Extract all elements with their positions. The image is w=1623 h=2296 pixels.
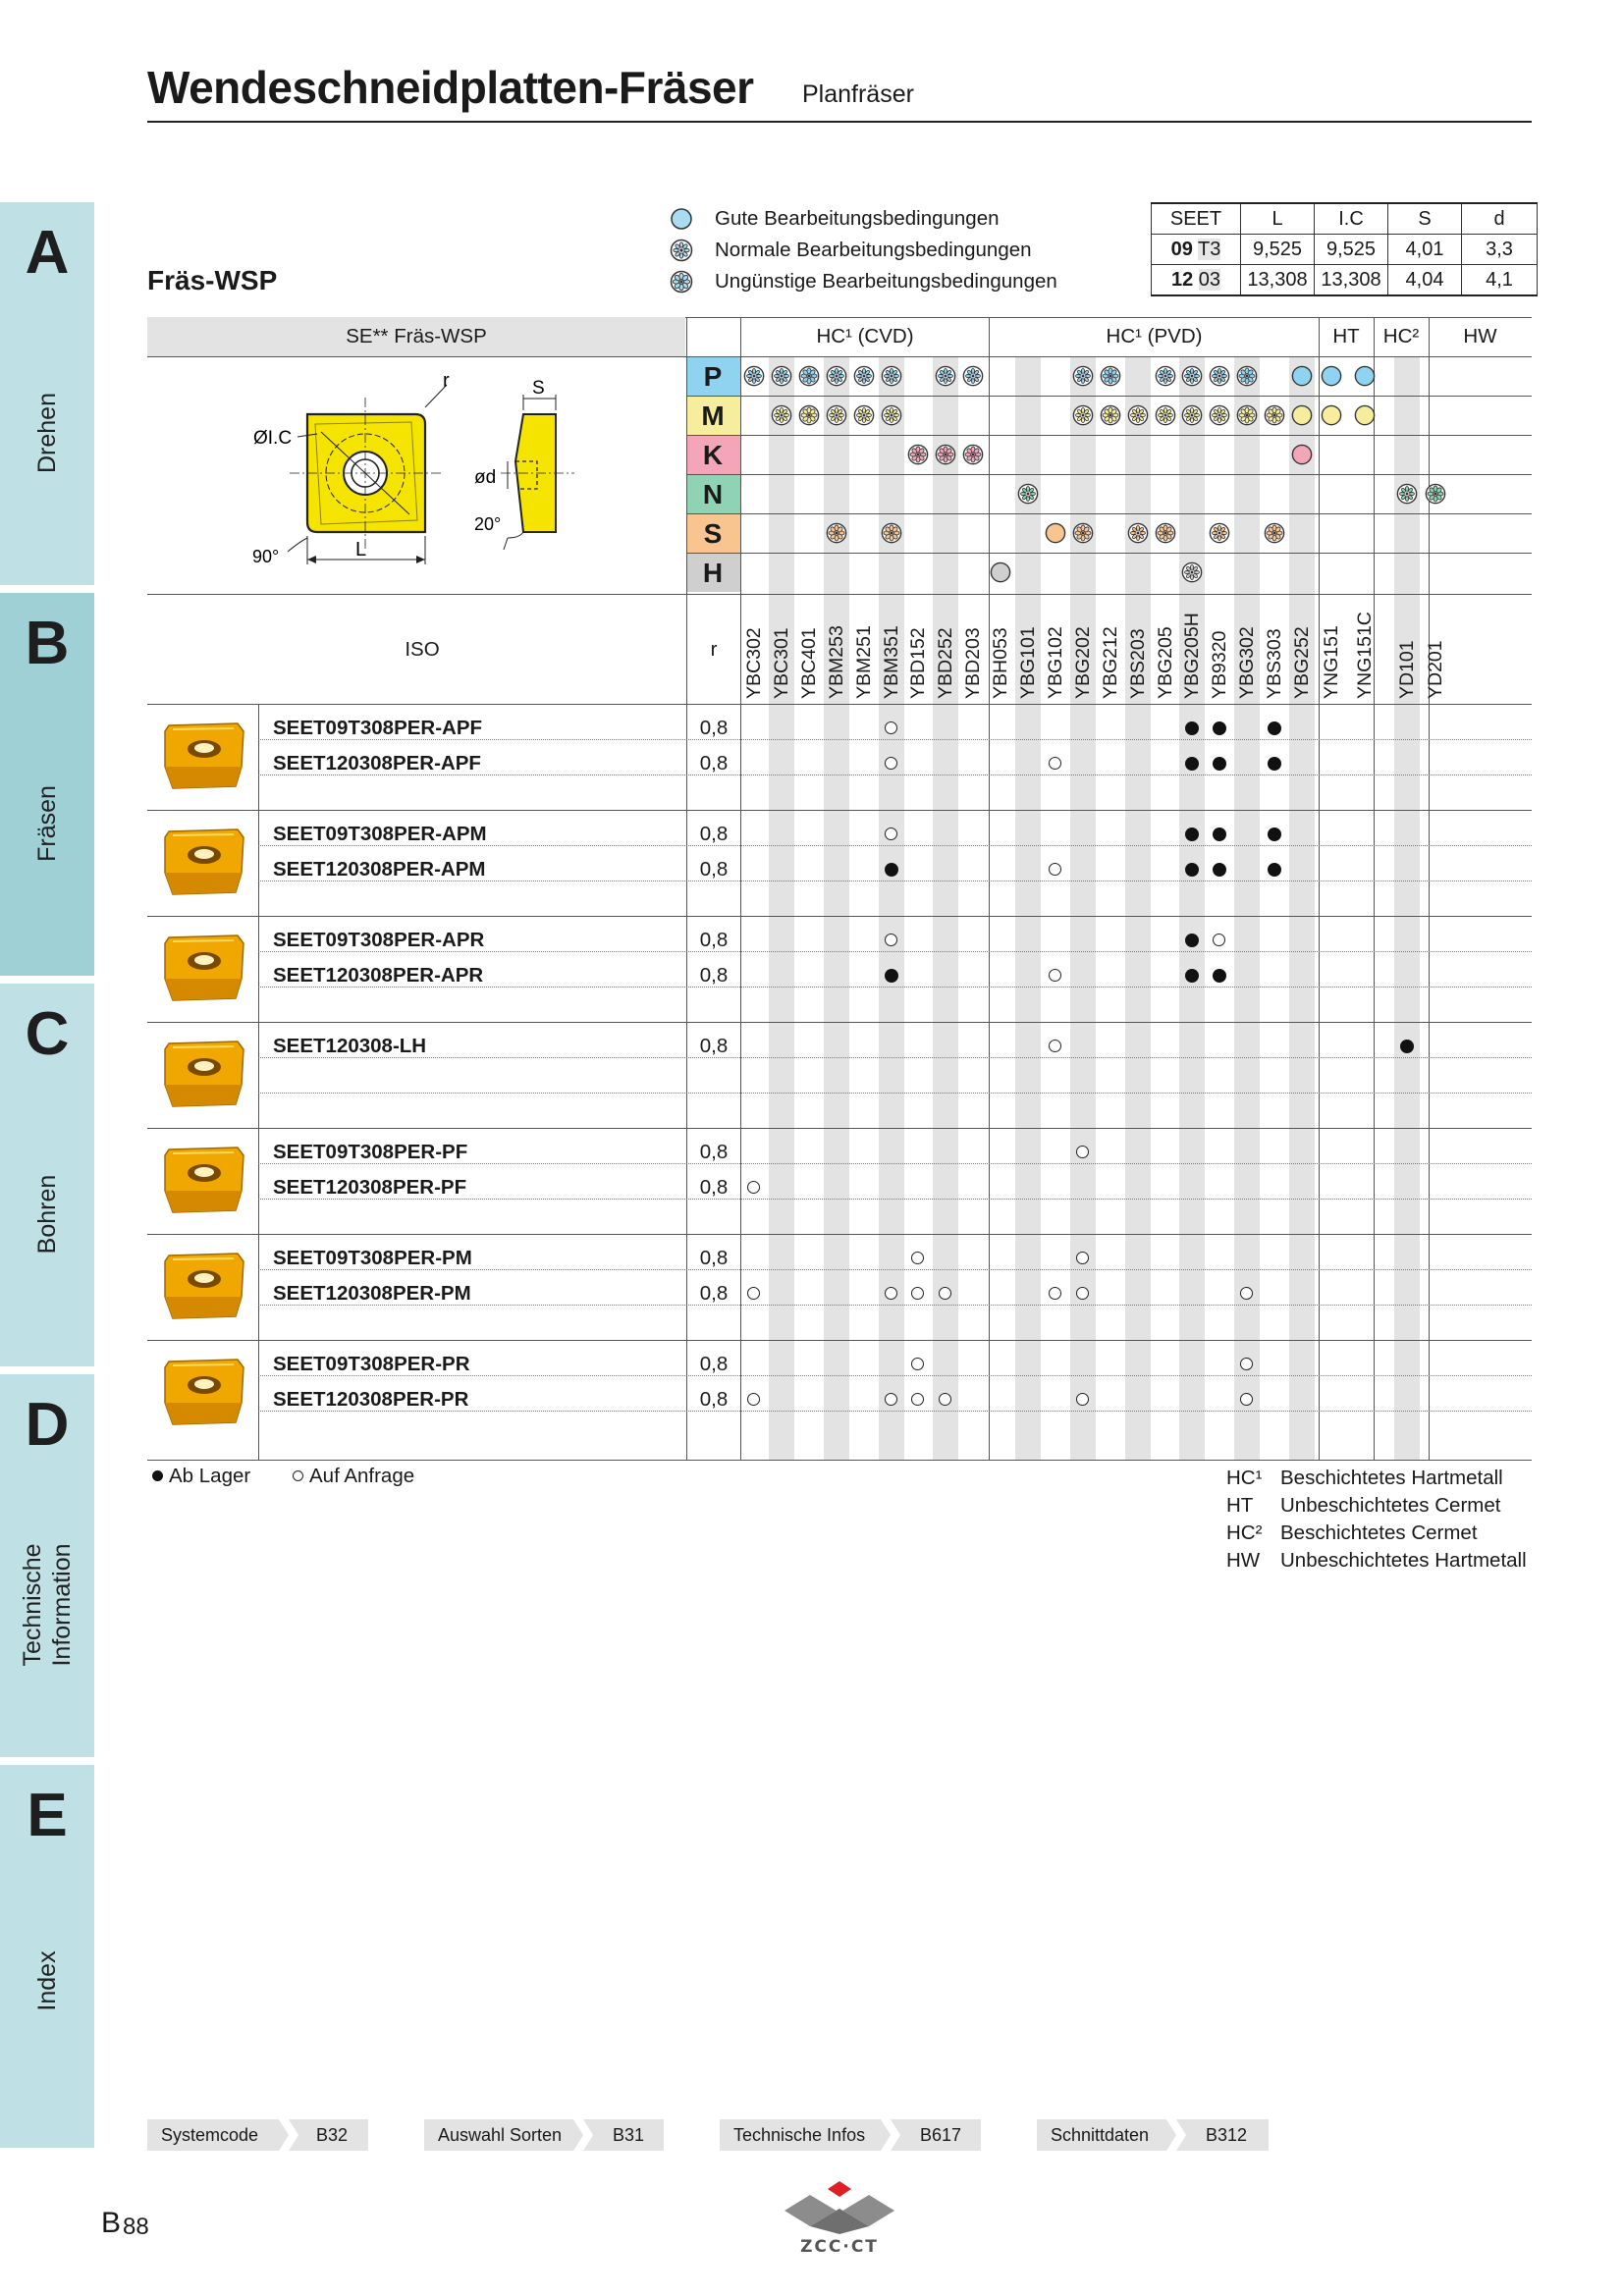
nav-auswahl-sorten[interactable] bbox=[424, 2119, 664, 2151]
nav-systemcode[interactable] bbox=[147, 2119, 368, 2151]
row-divider bbox=[258, 1057, 1532, 1058]
corner-radius: 0,8 bbox=[699, 1141, 729, 1163]
in-stock-mark bbox=[885, 969, 898, 983]
column-shade bbox=[1289, 356, 1315, 1461]
r-column-right bbox=[740, 317, 741, 1461]
tab-letter: E bbox=[27, 1782, 68, 1849]
insert-code: SEET09T308PER-PR bbox=[273, 1353, 470, 1375]
page-title: Wendeschneidplatten-Fräser bbox=[147, 62, 754, 113]
bad-condition-icon bbox=[935, 444, 956, 465]
insert-code: SEET09T308PER-APR bbox=[273, 929, 485, 951]
normal-condition-icon bbox=[1396, 483, 1418, 505]
corner-radius: 0,8 bbox=[699, 1035, 729, 1057]
material-s: S bbox=[703, 518, 723, 549]
insert-code: SEET09T308PER-PF bbox=[273, 1141, 468, 1163]
in-stock-mark bbox=[1268, 757, 1281, 771]
insert-code: SEET09T308PER-APF bbox=[273, 717, 483, 739]
dim-header: SEET bbox=[1152, 203, 1241, 235]
nav-technische-infos[interactable] bbox=[720, 2119, 981, 2151]
drawing-label-l: L bbox=[355, 539, 367, 561]
on-request-mark bbox=[1076, 1252, 1089, 1264]
material-k: K bbox=[702, 440, 724, 470]
normal-condition-icon bbox=[1155, 365, 1176, 387]
page-section: B bbox=[101, 2207, 122, 2239]
normal-condition-icon bbox=[826, 365, 847, 387]
section-title: Fräs-WSP bbox=[147, 265, 278, 295]
block-divider bbox=[147, 1128, 1532, 1129]
insert-image bbox=[159, 718, 249, 796]
material-row-rule bbox=[686, 513, 1532, 514]
bad-condition-icon bbox=[798, 404, 820, 426]
material-m: M bbox=[701, 400, 725, 431]
nav-label: Schnittdaten bbox=[1051, 2125, 1150, 2145]
in-stock-mark bbox=[1185, 721, 1199, 735]
on-request-mark bbox=[911, 1393, 924, 1406]
dimension-table bbox=[1151, 202, 1538, 296]
variety-label: YBD252 bbox=[935, 627, 956, 699]
group-hc2: HC² bbox=[1382, 325, 1420, 347]
tab-letter: D bbox=[25, 1391, 70, 1459]
bad-condition-icon bbox=[1100, 365, 1121, 387]
material-bottom-rule bbox=[147, 594, 1532, 595]
tab-letter: A bbox=[25, 219, 70, 287]
normal-condition-icon bbox=[1127, 522, 1149, 544]
corner-radius: 0,8 bbox=[699, 752, 729, 774]
on-request-mark bbox=[1213, 934, 1225, 946]
dim-d: 4,1 bbox=[1462, 265, 1538, 296]
block-divider bbox=[147, 810, 1532, 811]
image-column-right bbox=[258, 704, 259, 1460]
bad-condition-icon bbox=[907, 444, 929, 465]
corner-radius: 0,8 bbox=[699, 1388, 729, 1411]
material-legend-text: Unbeschichtetes Cermet bbox=[1280, 1494, 1501, 1517]
variety-label: YBM351 bbox=[881, 625, 902, 699]
corner-radius: 0,8 bbox=[699, 1282, 729, 1305]
bad-condition-icon bbox=[826, 522, 847, 544]
material-legend-text: Unbeschichtetes Hartmetall bbox=[1280, 1549, 1527, 1572]
in-stock-mark bbox=[1213, 721, 1226, 735]
group-hw: HW bbox=[1463, 325, 1497, 347]
tab-label: Fräsen bbox=[33, 785, 61, 862]
on-request-mark bbox=[1049, 1040, 1061, 1052]
bad-condition-icon bbox=[1264, 522, 1285, 544]
in-stock-mark bbox=[1185, 757, 1199, 771]
nav-label: Auswahl Sorten bbox=[438, 2125, 563, 2145]
tab-frasen[interactable] bbox=[0, 593, 94, 976]
variety-label: YNG151C bbox=[1354, 612, 1376, 699]
logo-text: ZCC·CT bbox=[800, 2237, 879, 2256]
nav-arrow-icon bbox=[1163, 2119, 1188, 2151]
block-divider bbox=[147, 916, 1532, 917]
variety-label: YB9320 bbox=[1209, 630, 1230, 699]
good-condition-icon bbox=[1321, 365, 1342, 387]
variety-label: YBG102 bbox=[1045, 626, 1066, 699]
normal-condition-icon bbox=[962, 365, 984, 387]
variety-label: YBD152 bbox=[907, 627, 929, 699]
material-row-rule bbox=[686, 435, 1532, 436]
nav-schnittdaten[interactable] bbox=[1037, 2119, 1269, 2151]
variety-label: YBH053 bbox=[990, 627, 1011, 699]
insert-code: SEET120308PER-APR bbox=[273, 964, 484, 987]
variety-label: YBG101 bbox=[1017, 626, 1039, 699]
nav-ref: B312 bbox=[1206, 2125, 1248, 2145]
on-request-mark bbox=[1240, 1393, 1253, 1406]
material-legend-text: Beschichtetes Cermet bbox=[1280, 1522, 1478, 1544]
on-request-mark bbox=[747, 1287, 760, 1300]
block-divider bbox=[147, 1340, 1532, 1341]
bad-condition-icon bbox=[1236, 365, 1258, 387]
dim-row bbox=[1152, 265, 1538, 296]
group-divider bbox=[989, 317, 990, 1461]
variety-label: YBG202 bbox=[1072, 626, 1094, 699]
group-divider bbox=[1374, 317, 1375, 1461]
insert-code: SEET120308PER-APM bbox=[273, 858, 486, 881]
dim-s: 4,04 bbox=[1388, 265, 1462, 296]
iso-label: ISO bbox=[405, 638, 440, 661]
variety-label: YBD203 bbox=[962, 627, 984, 699]
insert-code: SEET120308PER-PF bbox=[273, 1176, 467, 1199]
order-label: Auf Anfrage bbox=[309, 1465, 415, 1487]
zcc-ct-logo bbox=[781, 2177, 898, 2256]
group-hc1-cvd: HC¹ (CVD) bbox=[816, 325, 914, 347]
in-stock-mark bbox=[1268, 863, 1281, 877]
normal-condition-icon bbox=[881, 365, 902, 387]
tab-index[interactable] bbox=[0, 1765, 94, 2148]
row-divider bbox=[258, 1093, 1532, 1094]
variety-label: YBG205H bbox=[1181, 613, 1203, 699]
corner-radius: 0,8 bbox=[699, 823, 729, 845]
on-request-mark bbox=[885, 1393, 897, 1406]
bad-condition-icon bbox=[1100, 404, 1121, 426]
on-request-mark bbox=[885, 828, 897, 840]
drawing-label-ic: ØI.C bbox=[253, 428, 293, 449]
tab-letter: C bbox=[25, 1000, 70, 1068]
normal-condition-icon bbox=[1017, 483, 1039, 505]
material-legend-code: HC² bbox=[1226, 1522, 1263, 1544]
insert-header: SE** Fräs-WSP bbox=[346, 325, 487, 347]
page-subtitle: Planfräser bbox=[802, 80, 914, 108]
insert-code: SEET09T308PER-APM bbox=[273, 823, 487, 845]
variety-label: YBG205 bbox=[1155, 626, 1176, 699]
column-shade bbox=[1015, 356, 1041, 1461]
normal-condition-icon bbox=[743, 365, 765, 387]
r-label: r bbox=[710, 638, 718, 661]
column-shade bbox=[1179, 356, 1205, 1461]
on-request-mark bbox=[885, 1287, 897, 1300]
material-row-rule bbox=[686, 474, 1532, 475]
stock-label: Ab Lager bbox=[169, 1465, 251, 1487]
dim-size bbox=[1152, 235, 1241, 265]
on-request-mark bbox=[1049, 757, 1061, 770]
in-stock-mark bbox=[1185, 828, 1199, 841]
page-number: 88 bbox=[123, 2214, 149, 2240]
material-legend-text: Beschichtetes Hartmetall bbox=[1280, 1467, 1503, 1489]
column-shade bbox=[769, 356, 794, 1461]
bad-condition-icon bbox=[962, 444, 984, 465]
tab-bohren[interactable] bbox=[0, 984, 94, 1366]
material-legend-code: HW bbox=[1226, 1549, 1261, 1572]
insert-image bbox=[159, 1248, 249, 1326]
dim-header: d bbox=[1462, 203, 1538, 235]
variety-label: YBM251 bbox=[853, 625, 875, 699]
normal-condition-icon bbox=[935, 365, 956, 387]
good-condition-icon bbox=[1291, 404, 1313, 426]
on-request-mark bbox=[939, 1393, 951, 1406]
in-stock-mark bbox=[1185, 969, 1199, 983]
corner-radius: 0,8 bbox=[699, 1247, 729, 1269]
material-h: H bbox=[702, 558, 724, 588]
variety-label: YBC302 bbox=[743, 627, 765, 699]
on-request-mark bbox=[885, 934, 897, 946]
title-rule bbox=[147, 121, 1532, 123]
variety-label: YD201 bbox=[1425, 640, 1446, 699]
nav-arrow-icon bbox=[275, 2119, 300, 2151]
variety-label: YD101 bbox=[1396, 640, 1418, 699]
on-request-mark bbox=[1240, 1287, 1253, 1300]
on-request-mark bbox=[747, 1181, 760, 1194]
on-request-mark bbox=[939, 1287, 951, 1300]
insert-image bbox=[159, 1142, 249, 1220]
column-shade bbox=[1394, 356, 1420, 1461]
in-stock-mark bbox=[1213, 757, 1226, 771]
variety-label: YBC301 bbox=[771, 627, 792, 699]
in-stock-mark bbox=[1185, 934, 1199, 947]
material-n: N bbox=[702, 479, 724, 509]
tab-label: Drehen bbox=[33, 393, 61, 473]
tab-label: Technische Information bbox=[19, 1543, 76, 1667]
bad-condition-icon bbox=[798, 365, 820, 387]
on-request-mark bbox=[1049, 1287, 1061, 1300]
drawing-label-90: 90° bbox=[252, 547, 280, 566]
variety-label: YBC401 bbox=[798, 627, 820, 699]
variety-label: YBG252 bbox=[1291, 626, 1313, 699]
dim-ic: 13,308 bbox=[1315, 265, 1388, 296]
dim-l: 9,525 bbox=[1241, 235, 1315, 265]
corner-radius: 0,8 bbox=[699, 929, 729, 951]
in-stock-mark bbox=[1268, 721, 1281, 735]
normal-condition-icon bbox=[1209, 365, 1230, 387]
material-p: P bbox=[703, 361, 723, 392]
on-request-mark bbox=[1049, 863, 1061, 876]
drawing-label-s: S bbox=[532, 378, 545, 399]
tab-label: Bohren bbox=[33, 1174, 61, 1255]
variety-label: YNG151 bbox=[1321, 625, 1342, 699]
normal-condition-icon bbox=[1209, 404, 1230, 426]
normal-condition-icon bbox=[1155, 404, 1176, 426]
normal-condition-icon bbox=[1072, 404, 1094, 426]
legend-normal-label: Normale Bearbeitungsbedingungen bbox=[715, 239, 1032, 261]
insert-image bbox=[159, 1354, 249, 1432]
nav-ref: B31 bbox=[613, 2125, 645, 2145]
in-stock-mark bbox=[1268, 828, 1281, 841]
normal-condition-icon bbox=[826, 404, 847, 426]
material-legend-code: HT bbox=[1226, 1494, 1254, 1517]
good-condition-icon bbox=[1291, 365, 1313, 387]
stock-legend bbox=[152, 1465, 250, 1488]
nav-arrow-icon bbox=[569, 2119, 595, 2151]
variety-label: YBG302 bbox=[1236, 626, 1258, 699]
on-request-mark bbox=[885, 757, 897, 770]
dim-size bbox=[1152, 265, 1241, 296]
in-stock-mark bbox=[1400, 1040, 1414, 1053]
on-request-mark bbox=[885, 721, 897, 734]
dim-header: I.C bbox=[1315, 203, 1388, 235]
bad-condition-icon bbox=[670, 270, 693, 294]
on-request-mark bbox=[1076, 1287, 1089, 1300]
block-divider bbox=[147, 1234, 1532, 1235]
corner-radius: 0,8 bbox=[699, 1176, 729, 1199]
dim-row bbox=[1152, 235, 1538, 265]
on-request-mark bbox=[747, 1393, 760, 1406]
block-divider bbox=[147, 1022, 1532, 1023]
bad-condition-icon bbox=[1264, 404, 1285, 426]
dim-header: S bbox=[1388, 203, 1462, 235]
variety-label: YBM253 bbox=[826, 625, 847, 699]
dim-l: 13,308 bbox=[1241, 265, 1315, 296]
in-stock-mark bbox=[1185, 863, 1199, 877]
in-stock-mark bbox=[1213, 863, 1226, 877]
variety-label: YBS203 bbox=[1127, 628, 1149, 699]
nav-ref: B32 bbox=[316, 2125, 349, 2145]
good-condition-icon bbox=[1045, 522, 1066, 544]
dim-s: 4,01 bbox=[1388, 235, 1462, 265]
good-condition-icon bbox=[990, 561, 1011, 583]
dim-size-b: T3 bbox=[1198, 238, 1221, 260]
good-condition-icon bbox=[1354, 404, 1376, 426]
normal-condition-icon bbox=[771, 365, 792, 387]
good-condition-icon bbox=[1321, 404, 1342, 426]
on-request-mark bbox=[911, 1287, 924, 1300]
in-stock-mark bbox=[1213, 969, 1226, 983]
normal-condition-icon bbox=[1181, 404, 1203, 426]
dim-header-row bbox=[1152, 203, 1538, 235]
normal-condition-icon bbox=[1072, 365, 1094, 387]
normal-condition-icon bbox=[881, 404, 902, 426]
variety-label: YBS303 bbox=[1264, 628, 1285, 699]
on-request-mark bbox=[911, 1358, 924, 1370]
group-divider bbox=[1319, 317, 1320, 1461]
nav-arrow-icon bbox=[877, 2119, 902, 2151]
insert-code: SEET120308PER-PM bbox=[273, 1282, 471, 1305]
dim-size-a: 09 bbox=[1170, 238, 1193, 260]
dim-size-a: 12 bbox=[1170, 268, 1194, 291]
iso-bottom-rule bbox=[147, 704, 1532, 705]
normal-condition-icon bbox=[1209, 522, 1230, 544]
tab-drehen[interactable] bbox=[0, 202, 94, 585]
bad-condition-icon bbox=[1236, 404, 1258, 426]
bad-condition-icon bbox=[881, 522, 902, 544]
corner-radius: 0,8 bbox=[699, 964, 729, 987]
normal-condition-icon bbox=[1181, 365, 1203, 387]
in-stock-mark bbox=[885, 863, 898, 877]
dim-ic: 9,525 bbox=[1315, 235, 1388, 265]
normal-condition-icon bbox=[670, 239, 693, 262]
insert-code: SEET120308PER-PR bbox=[273, 1388, 469, 1411]
insert-drawing bbox=[250, 373, 584, 579]
tab-label: Index bbox=[33, 1950, 61, 2011]
normal-condition-icon bbox=[853, 404, 875, 426]
material-row-rule bbox=[686, 396, 1532, 397]
normal-condition-icon bbox=[771, 404, 792, 426]
normal-condition-icon bbox=[1127, 404, 1149, 426]
drawing-label-r: r bbox=[443, 373, 450, 392]
nav-label: Technische Infos bbox=[733, 2125, 866, 2145]
order-legend bbox=[293, 1465, 414, 1488]
nav-ref: B617 bbox=[920, 2125, 962, 2145]
insert-code: SEET120308PER-APF bbox=[273, 752, 481, 774]
insert-image bbox=[159, 824, 249, 902]
on-request-mark bbox=[1076, 1146, 1089, 1158]
insert-image bbox=[159, 1036, 249, 1114]
group-ht: HT bbox=[1332, 325, 1360, 347]
bad-condition-icon bbox=[1155, 522, 1176, 544]
legend-bad-label: Ungünstige Bearbeitungsbedingungen bbox=[715, 270, 1057, 293]
insert-code: SEET120308-LH bbox=[273, 1035, 427, 1057]
in-stock-icon bbox=[152, 1470, 163, 1481]
dim-header: L bbox=[1241, 203, 1315, 235]
in-stock-mark bbox=[1213, 828, 1226, 841]
on-request-mark bbox=[1049, 969, 1061, 982]
drawing-label-d: ød bbox=[474, 467, 497, 488]
tab-technische-information[interactable] bbox=[0, 1374, 94, 1757]
insert-code: SEET09T308PER-PM bbox=[273, 1247, 472, 1269]
group-hc1-pvd: HC¹ (PVD) bbox=[1106, 325, 1203, 347]
variety-label: YBG212 bbox=[1100, 626, 1121, 699]
good-condition-icon bbox=[1354, 365, 1376, 387]
good-condition-icon bbox=[1291, 444, 1313, 465]
dim-d: 3,3 bbox=[1462, 235, 1538, 265]
material-row-rule bbox=[686, 553, 1532, 554]
on-request-icon bbox=[293, 1470, 303, 1481]
material-legend-code: HC¹ bbox=[1226, 1467, 1263, 1489]
legend-good-label: Gute Bearbeitungsbedingungen bbox=[715, 207, 1000, 230]
header-rule bbox=[147, 356, 1532, 357]
normal-condition-icon bbox=[853, 365, 875, 387]
table-bottom-rule bbox=[147, 1460, 1532, 1461]
nav-label: Systemcode bbox=[161, 2125, 259, 2145]
drawing-label-20: 20° bbox=[474, 514, 502, 534]
bad-condition-icon bbox=[1072, 522, 1094, 544]
insert-image bbox=[159, 930, 249, 1008]
dim-size-b: 03 bbox=[1198, 268, 1221, 291]
corner-radius: 0,8 bbox=[699, 858, 729, 881]
corner-radius: 0,8 bbox=[699, 1353, 729, 1375]
normal-condition-icon bbox=[1181, 561, 1203, 583]
tab-letter: B bbox=[25, 610, 70, 677]
on-request-mark bbox=[1076, 1393, 1089, 1406]
bad-condition-icon bbox=[1425, 483, 1446, 505]
good-condition-icon bbox=[670, 207, 693, 231]
on-request-mark bbox=[1240, 1358, 1253, 1370]
on-request-mark bbox=[911, 1252, 924, 1264]
corner-radius: 0,8 bbox=[699, 717, 729, 739]
